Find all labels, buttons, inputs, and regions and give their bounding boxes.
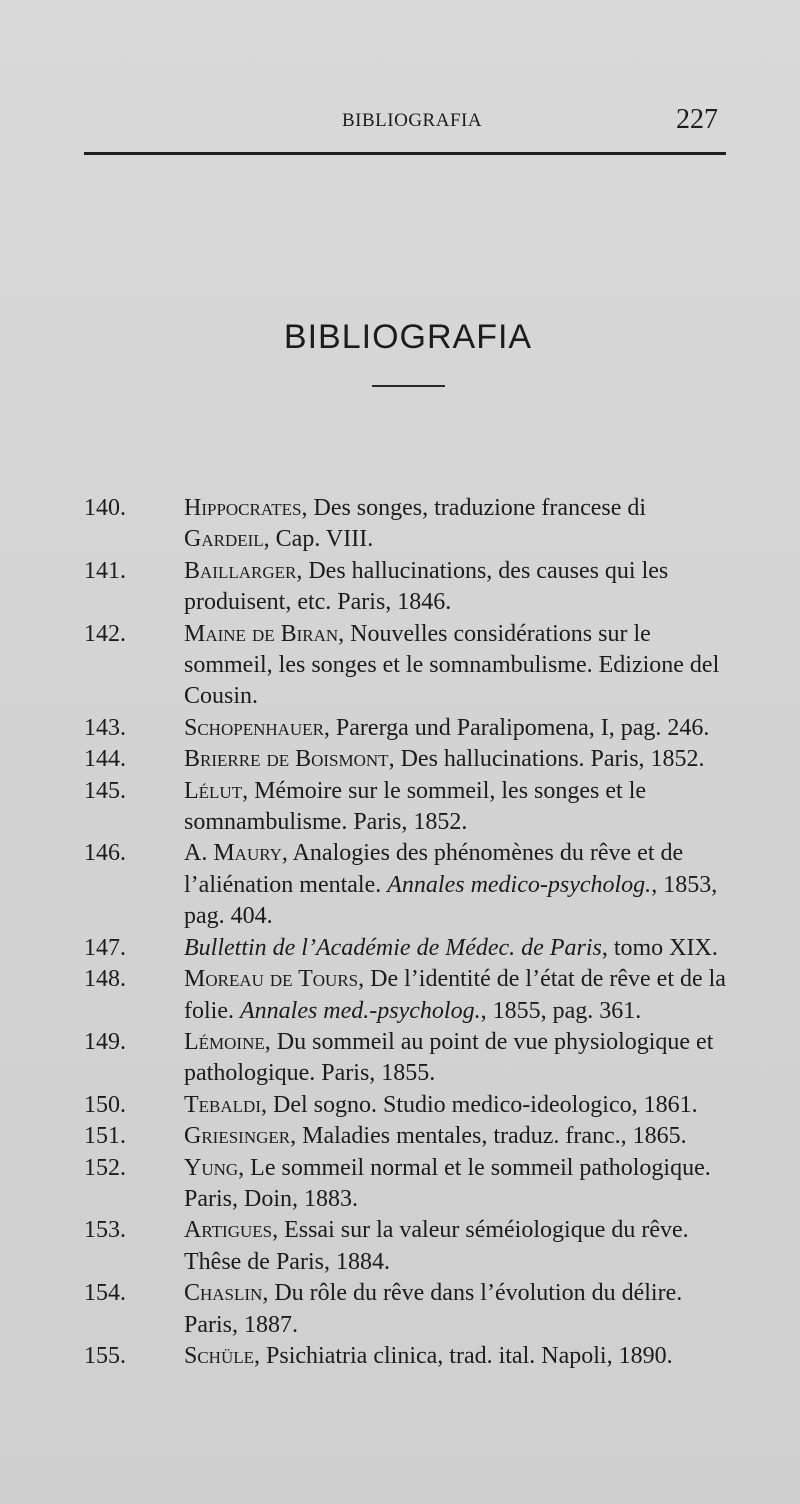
author-name: Brierre de Boismont: [184, 746, 389, 773]
bibliography-entry: [84, 964, 734, 1027]
entry-text: [184, 621, 719, 710]
entry-number: 148.: [84, 966, 126, 993]
section-title: BIBLIOGRAFIA: [283, 318, 533, 356]
entry-number: 146.: [84, 840, 126, 867]
author-name: Yung: [184, 1154, 239, 1181]
entry-text-segment: , Des hallucinations, des causes qui les produisent, etc. Paris, 1846.: [184, 557, 669, 616]
entry-text: [184, 746, 705, 772]
entry-number: 149.: [84, 1028, 126, 1055]
entry-text: [184, 1280, 682, 1337]
entry-text-segment: , Del sogno. Studio medico-ideologico, 1861.: [260, 1091, 698, 1118]
entry-number: 143.: [84, 714, 126, 741]
entry-number: 140.: [84, 495, 126, 521]
bibliography-entry: [84, 776, 734, 839]
author-name: Schopenhauer: [184, 714, 324, 741]
author-name: Schüle: [184, 1342, 255, 1369]
entry-number: 142.: [84, 620, 126, 647]
entry-number: 144.: [84, 746, 126, 773]
entry-text: [184, 1123, 687, 1149]
bibliography-entry: [84, 1121, 734, 1152]
entry-text-segment: A.: [184, 840, 214, 867]
entry-text: [184, 1155, 711, 1212]
entry-text: [184, 840, 717, 929]
bibliography-entry: [84, 1153, 734, 1216]
entry-text: [184, 1217, 689, 1274]
bibliography-entry: [84, 1341, 734, 1372]
author-name: Griesinger: [184, 1123, 291, 1150]
entry-text: [184, 966, 726, 1023]
work-title: Annales medico-psycholog.: [387, 871, 652, 898]
title-rule: [372, 385, 445, 387]
bibliography-entry: [84, 493, 734, 556]
author-name: Artigues: [184, 1217, 273, 1244]
entry-text: [184, 715, 709, 741]
bibliography-entry: [84, 838, 734, 932]
bibliography-entry: [84, 556, 734, 619]
entry-text-segment: , 1853, pag. 404.: [184, 871, 718, 930]
author-name: Lélut: [184, 777, 243, 804]
entry-text-segment: , Analogies des phénomènes du rêve et de l’aliénation mentale.: [184, 840, 684, 898]
entry-text: [184, 1343, 673, 1369]
running-head: [0, 104, 800, 144]
entry-number: 152.: [84, 1154, 126, 1181]
author-name: Gardeil: [184, 526, 264, 553]
entry-text-segment: , 1855, pag. 361.: [480, 997, 642, 1024]
bibliography-entry: [84, 744, 734, 775]
entry-text-segment: , Du sommeil au point de vue physiologique et pathologique. Paris, 1855.: [184, 1028, 714, 1087]
entry-text: [184, 558, 668, 615]
entry-text-segment: , Essai sur la valeur séméiologique du rêve. Thêse de Paris, 1884.: [184, 1217, 689, 1275]
entry-text-segment: , Parerga und Paralipomena, I, pag. 246.: [323, 714, 710, 741]
entry-number: 154.: [84, 1280, 126, 1307]
entry-text-segment: , Des songes, traduzione francese di: [301, 495, 647, 521]
entry-number: 153.: [84, 1217, 126, 1244]
bibliography-entry: [84, 619, 734, 713]
author-name: Chaslin: [184, 1280, 263, 1307]
entry-text: [184, 1092, 698, 1118]
entry-text: [184, 935, 718, 961]
entry-text: [184, 495, 646, 552]
bibliography-list: [84, 493, 734, 1372]
author-name: Maury: [213, 840, 282, 867]
author-name: Moreau de Tours: [184, 966, 359, 993]
author-name: Hippocrates: [184, 495, 302, 521]
bibliography-entry: [84, 1278, 734, 1341]
running-head-title: BIBLIOGRAFIA: [342, 110, 483, 131]
entry-text: [184, 1029, 713, 1086]
bibliography-entry: [84, 1215, 734, 1278]
page-number: 227: [676, 104, 718, 135]
entry-text-segment: , tomo XIX.: [601, 934, 718, 961]
header-rule: [84, 152, 726, 155]
author-name: Baillarger: [184, 557, 297, 584]
entry-number: 151.: [84, 1123, 126, 1150]
bibliography-entry: [84, 933, 734, 964]
bibliography-entry: [84, 713, 734, 744]
entry-text-segment: , Le sommeil normal et le sommeil pathologique. Paris, Doin, 1883.: [184, 1154, 711, 1212]
entry-text-segment: , Psichiatria clinica, trad. ital. Napoli, 1890.: [254, 1342, 673, 1369]
entry-text: [184, 778, 646, 835]
bibliography-entry: [84, 1090, 734, 1121]
entry-text-segment: , Maladies mentales, traduz. franc., 1865.: [290, 1123, 687, 1150]
entry-number: 141.: [84, 557, 126, 584]
author-name: Lémoine: [184, 1028, 265, 1055]
entry-text-segment: , Nouvelles considérations sur le sommeil, les songes et le somnambulisme. Edizione del Cousin.: [184, 620, 720, 710]
entry-text-segment: , De l’identité de l’état de rêve et de la folie.: [184, 966, 726, 1024]
author-name: Tebaldi: [184, 1091, 261, 1118]
entry-number: 145.: [84, 777, 126, 804]
work-title: Annales med.-psycholog.: [239, 997, 481, 1024]
entry-number: 155.: [84, 1342, 126, 1369]
bibliography-entry: [84, 1027, 734, 1090]
author-name: Maine de Biran: [184, 620, 339, 647]
entry-text-segment: , Cap. VIII.: [263, 526, 374, 553]
entry-text-segment: , Des hallucinations. Paris, 1852.: [388, 746, 705, 773]
entry-number: 150.: [84, 1091, 126, 1118]
work-title: Bullettin de l’Académie de Médec. de Paris: [184, 934, 602, 961]
entry-text-segment: , Du rôle du rêve dans l’évolution du délire. Paris, 1887.: [184, 1280, 683, 1338]
entry-number: 147.: [84, 934, 126, 961]
entry-text-segment: , Mémoire sur le sommeil, les songes et le somnambulisme. Paris, 1852.: [184, 777, 647, 836]
